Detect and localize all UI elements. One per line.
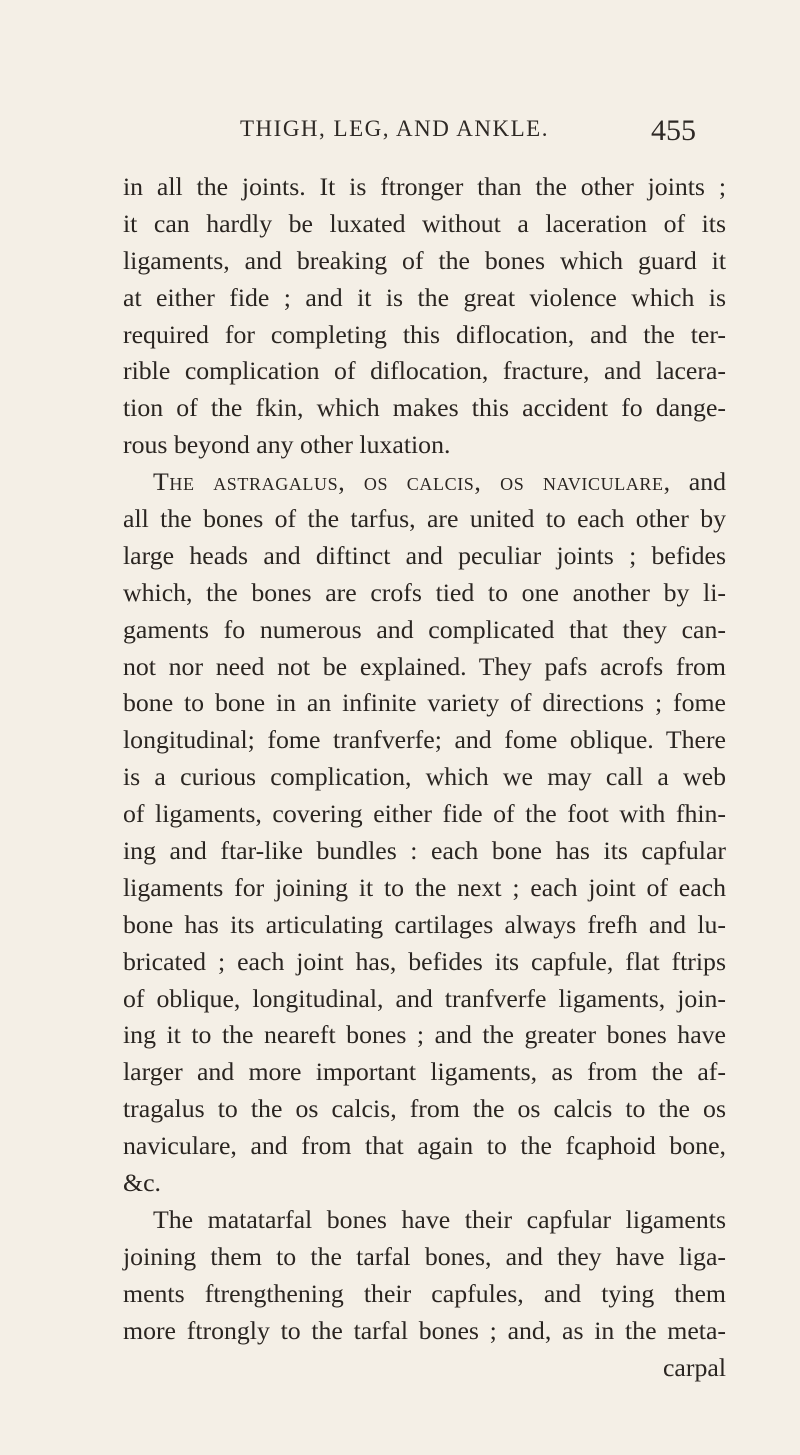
smallcaps-run: The astragalus, os calcis, os naviculare, [153, 467, 671, 497]
text-line [123, 464, 726, 501]
text-line: it can hardly be luxated without a laceration of its [123, 208, 726, 238]
text-line: rible complication of diflocation, fracture, and lacera- [123, 356, 726, 386]
text-line: ing and ftar-like bundles : each bone has its capfular [123, 836, 726, 866]
page-header [0, 116, 800, 156]
running-title: THIGH, LEG, AND ANKLE. [240, 116, 549, 141]
text-line: joining them to the tarfal bones, and they have liga- [123, 1241, 726, 1271]
text-line: larger and more important ligaments, as from the af- [123, 1057, 726, 1087]
paragraph [123, 169, 726, 464]
text-line: bricated ; each joint has, befides its capfule, flat ftrips [123, 946, 726, 976]
text-line: ligaments for joining it to the next ; each joint of each [123, 872, 726, 902]
text-line: &c. [123, 1168, 161, 1198]
text-line: of ligaments, covering either fide of the foot with fhin- [123, 799, 726, 829]
text-line: bone to bone in an infinite variety of directions ; fome [123, 688, 726, 718]
catchword: carpal [662, 1352, 726, 1382]
paragraph [123, 464, 726, 1202]
text-line: at either fide ; and it is the great violence which is [123, 282, 726, 312]
text-line: tragalus to the os calcis, from the os calcis to the os [123, 1094, 726, 1124]
text-line: gaments fo numerous and complicated that they can- [123, 614, 726, 644]
text-line: ing it to the neareft bones ; and the greater bones have [123, 1020, 726, 1050]
text-line: ments ftrengthening their capfules, and tying them [123, 1278, 726, 1308]
text-line: bone has its articulating cartilages always frefh and lu- [123, 909, 726, 939]
text-line: ligaments, and breaking of the bones which guard it [123, 245, 726, 275]
text-line: in all the joints. It is ftronger than the other joints ; [123, 172, 726, 201]
text-line: more ftrongly to the tarfal bones ; and, as in the meta- [123, 1315, 726, 1345]
text-run: and [670, 467, 726, 497]
text-line: of oblique, longitudinal, and tranfverfe ligaments, join- [123, 983, 726, 1013]
paragraph [123, 1202, 726, 1386]
text-line: required for completing this diflocation, and the ter- [123, 319, 726, 349]
page-number: 455 [651, 114, 696, 147]
text-line: rous beyond any other luxation. [123, 430, 451, 460]
body-text [123, 169, 726, 1386]
text-line: is a curious complication, which we may call a web [123, 762, 726, 792]
text-line: large heads and diftinct and peculiar joints ; befides [123, 540, 726, 570]
text-line: The matatarfal bones have their capfular ligaments [153, 1204, 726, 1234]
text-line: tion of the fkin, which makes this accident fo dange- [123, 393, 726, 423]
text-line: which, the bones are crofs tied to one another by li- [123, 577, 726, 607]
text-line: not nor need not be explained. They pafs acrofs from [123, 651, 726, 681]
text-line: longitudinal; fome tranfverfe; and fome oblique. There [123, 725, 726, 755]
text-line: naviculare, and from that again to the fcaphoid bone, [123, 1131, 726, 1161]
text-line: all the bones of the tarfus, are united to each other by [123, 504, 726, 534]
